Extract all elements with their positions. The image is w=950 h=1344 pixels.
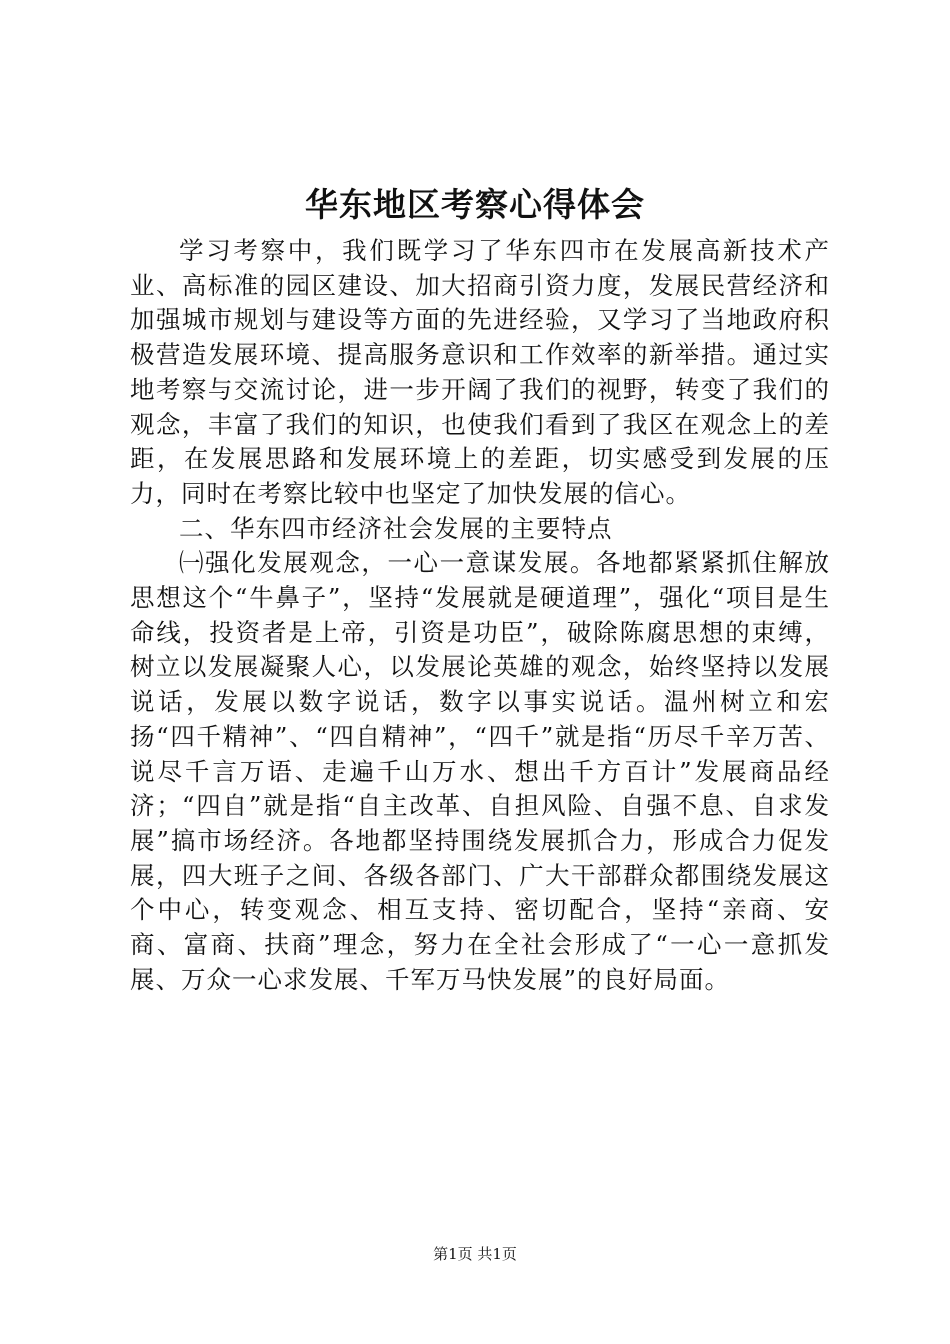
paragraph-intro: 学习考察中，我们既学习了华东四市在发展高新技术产业、高标准的园区建设、加大招商引资力度，发展民营经济和加强城市规划与建设等方面的先进经验，又学习了当地政府积极营造发展环境、提高服务意识和工作效率的新举措。通过实地考察与交流讨论，进一步开阔了我们的视野，转变了我们的观念，丰富了我们的知识，也使我们看到了我区在观念上的差距，在发展思路和发展环境上的差距，切实感受到发展的压力，同时在考察比较中也坚定了加快发展的信心。 — [130, 236, 830, 508]
document-title: 华东地区考察心得体会 — [305, 185, 645, 224]
page-footer: 第1页 共1页 — [433, 1245, 517, 1263]
document-body — [130, 234, 830, 997]
section-heading: 二、华东四市经济社会发展的主要特点 — [179, 513, 613, 543]
paragraph-section-1: ㈠强化发展观念，一心一意谋发展。各地都紧紧抓住解放思想这个“牛鼻子”，坚持“发展就是硬道理”，强化“项目是生命线，投资者是上帝，引资是功臣”，破除陈腐思想的束缚，树立以发展凝聚人心，以发展论英雄的观念，始终坚持以发展说话，发展以数字说话，数字以事实说话。温州树立和宏扬“四千精神”、“四自精神”，“四千”就是指“历尽千辛万苦、说尽千言万语、走遍千山万水、想出千方百计”发展商品经济；“四自”就是指“自主改革、自担风险、自强不息、自求发展”搞市场经济。各地都坚持围绕发展抓合力，形成合力促发展，四大班子之间、各级各部门、广大干部群众都围绕发展这个中心，转变观念、相互支持、密切配合，坚持“亲商、安商、富商、扶商”理念，努力在全社会形成了“一心一意抓发展、万众一心求发展、千军万马快发展”的良好局面。 — [130, 548, 830, 994]
